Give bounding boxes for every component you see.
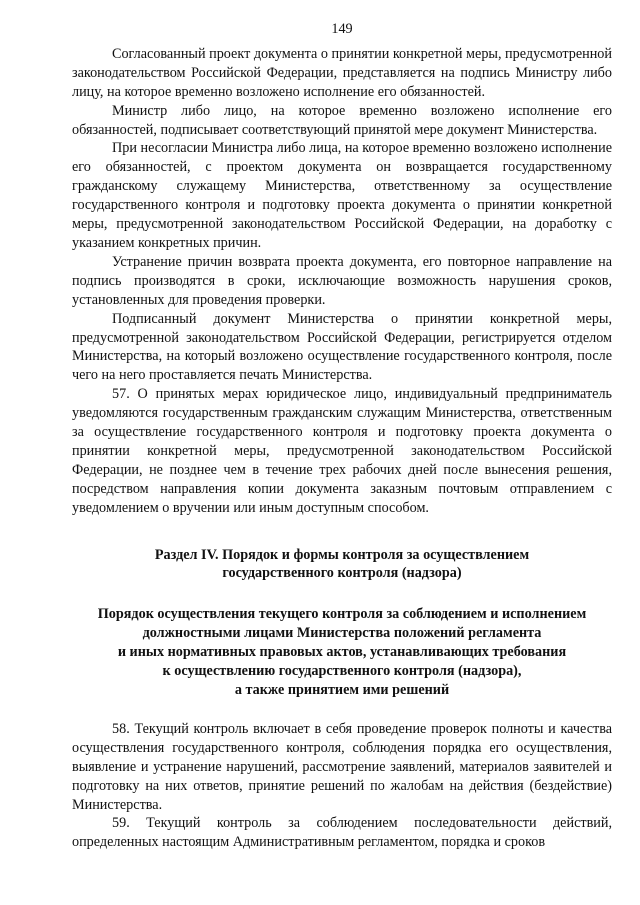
subsection-heading [72, 605, 612, 700]
subsection-heading-line: и иных нормативных правовых актов, устанавливающих требования [117, 644, 567, 661]
section-heading-line: государственного контроля (надзора) [222, 565, 462, 582]
subsection-heading-line: а также принятием ими решений [234, 682, 450, 698]
paragraph-submission: Согласованный проект документа о принятии конкретной меры, предусмотренной законодательством Российской Федерации, представляется на подпись Министру либо лицу, на которое временно возложено исполнение его обязанностей. [72, 45, 612, 100]
subsection-heading-line: к осуществлению государственного контроля (надзора), [162, 663, 522, 680]
section-heading [72, 546, 612, 584]
subsection-heading-line: должностными лицами Министерства положений регламента [142, 625, 542, 642]
paragraph-return-elimination: Устранение причин возврата проекта документа, его повторное направление на подпись производятся в сроки, исключающие возможность нарушения сроков, установленных для проведения проверки. [72, 253, 612, 308]
page-number: 149 [331, 21, 353, 37]
paragraph-58-current-control: 58. Текущий контроль включает в себя проведение проверок полноты и качества осуществления государственного контроля, соблюдения порядка его осуществления, выявление и устранение нарушений, рассмотрение заявлений, материалов заявителей и подготовку на них ответов, принятие решений по жалобам на действия (бездействие) Министерства. [72, 720, 612, 813]
paragraph-57-notification: 57. О принятых мерах юридическое лицо, индивидуальный предприниматель уведомляются государственным гражданским служащим Министерства, ответственным за осуществление государственного контроля и подготовку проекта документа о принятии конкретной меры, предусмотренной законодательством Российской Федерации, не позднее чем в течение трех рабочих дней после вынесения решения, посредством направления копии документа заказным почтовым отправлением с уведомлением о вручении или иным доступным способом. [72, 386, 612, 516]
paragraph-59-current-control: 59. Текущий контроль за соблюдением последовательности действий, определенных настоящим Административным регламентом, порядка и сроков [72, 815, 612, 851]
paragraph-disagreement: При несогласии Министра либо лица, на которое временно возложено исполнение его обязанностей, с проектом документа он возвращается государственному гражданскому служащему Министерства, ответственному за осуществление государственного контроля и подготовку проекта документа о принятии конкретной меры, предусмотренной законодательством Российской Федерации, на доработку с указанием конкретных причин. [72, 140, 612, 251]
body-bottom [72, 720, 612, 852]
document-page [72, 20, 612, 852]
section-heading-line: Раздел IV. Порядок и формы контроля за осуществлением [154, 546, 530, 563]
paragraph-signing: Министр либо лицо, на которое временно возложено исполнение его обязанностей, подписывает соответствующий принятой мере документ Министерства. [72, 102, 612, 138]
subsection-heading-line: Порядок осуществления текущего контроля за соблюдением и исполнением [97, 606, 587, 623]
paragraph-registration: Подписанный документ Министерства о принятии конкретной меры, предусмотренной законодательством Российской Федерации, регистрируется отделом Министерства, на который возложено осуществление государственного контроля, после чего на него проставляется печать Министерства. [72, 310, 612, 384]
